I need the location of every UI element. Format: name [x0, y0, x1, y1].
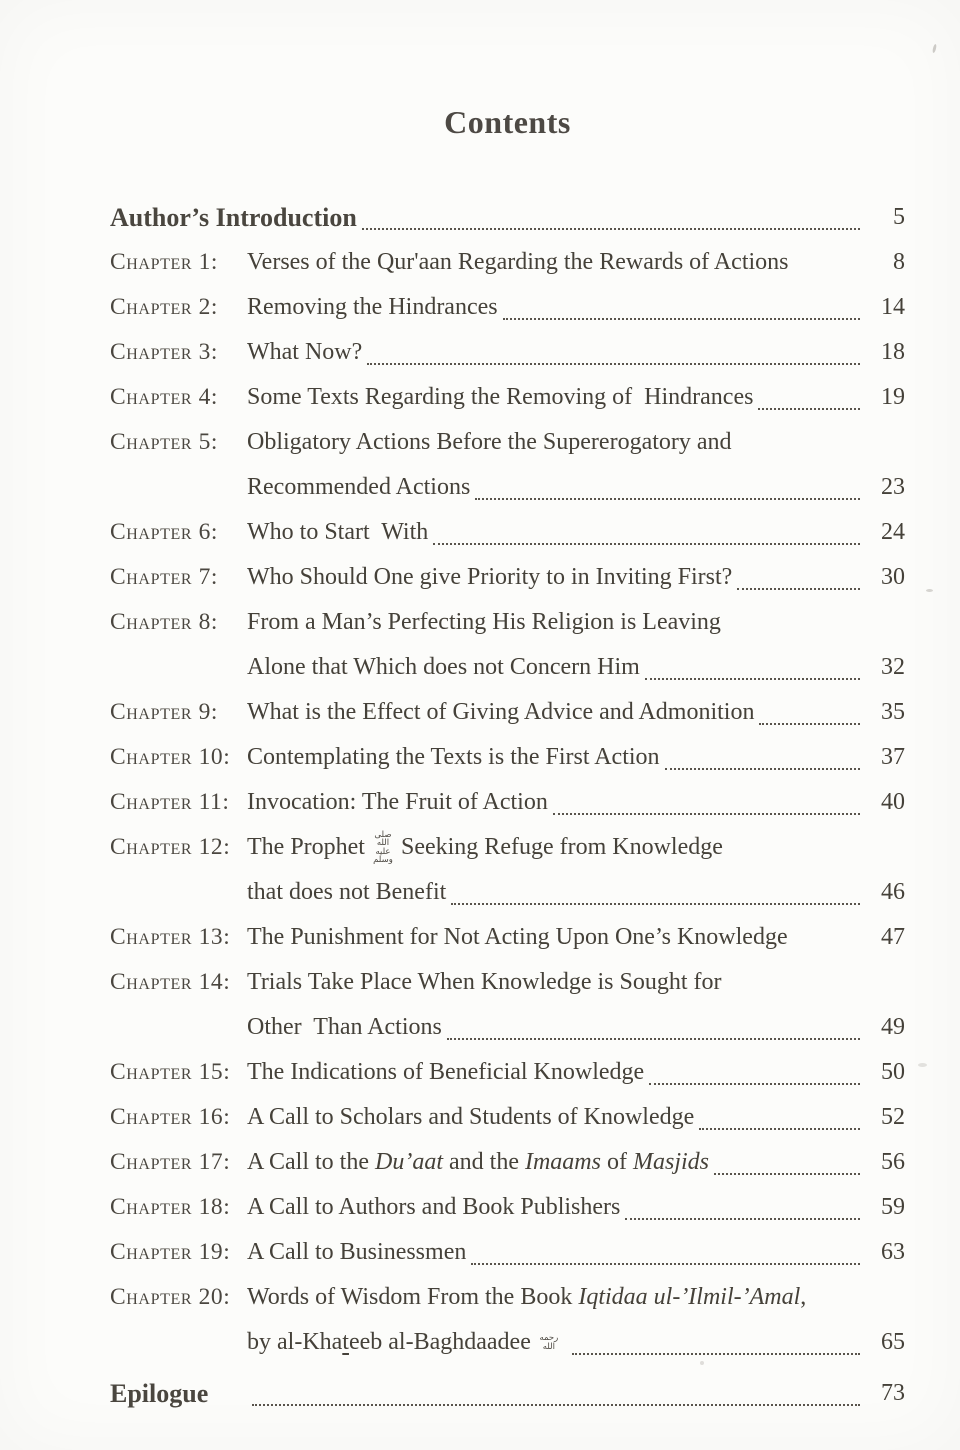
toc-entry: [110, 1050, 905, 1095]
toc-entry: [110, 1230, 905, 1275]
page-number: 46: [881, 879, 905, 905]
toc-entry-line: [247, 600, 905, 645]
toc-entry-line: [247, 825, 905, 870]
toc-entry-label: Chapter 3:: [110, 339, 219, 365]
page-number: 52: [881, 1104, 905, 1130]
toc-entry-line: [247, 375, 905, 420]
toc-entry-label: Chapter 13:: [110, 924, 231, 950]
toc-entry: [110, 330, 905, 375]
dot-leader: [737, 588, 860, 590]
toc-entry-label: Chapter 7:: [110, 564, 219, 590]
page-number: 5: [893, 204, 905, 230]
toc-entry-label: Chapter 15:: [110, 1059, 231, 1085]
toc-title-text: Some Texts Regarding the Removing of Hindrances: [247, 384, 754, 410]
dot-leader: [699, 1128, 860, 1130]
toc-entry: [110, 420, 905, 510]
toc-entry-line: [247, 645, 905, 690]
toc-title-text: Verses of the Qur'aan Regarding the Rewards of Actions: [247, 249, 789, 275]
toc-entry: [110, 960, 905, 1050]
toc-title-text: and the: [443, 1149, 525, 1175]
page-number: 18: [881, 339, 905, 365]
page-number: 56: [881, 1149, 905, 1175]
toc-entry-content: [247, 825, 905, 915]
toc-entry-label: Epilogue: [110, 1379, 209, 1408]
toc-entry: [110, 555, 905, 600]
toc-entry-label: Chapter 17:: [110, 1149, 231, 1175]
page-number: 65: [881, 1329, 905, 1355]
toc-title-text: Other Than Actions: [247, 1014, 442, 1040]
toc-title-text: Contemplating the Texts is the First Action: [247, 744, 660, 770]
dot-leader: [758, 408, 860, 410]
toc-title-text: Imaams: [524, 1149, 601, 1175]
page-number: 47: [881, 924, 905, 950]
toc-entry: [110, 1275, 905, 1365]
toc-entry-content: [247, 690, 905, 735]
page-title: Contents: [444, 104, 571, 140]
toc-entry: [110, 375, 905, 420]
dot-leader: [625, 1218, 860, 1220]
page-number: 63: [881, 1239, 905, 1265]
toc-entry-content: [247, 1185, 905, 1230]
toc-entry-line: [357, 195, 905, 240]
toc-entry-label: Chapter 18:: [110, 1194, 231, 1220]
toc-entry-label: Author’s Introduction: [110, 203, 357, 232]
toc-entry-label: Chapter 16:: [110, 1104, 231, 1130]
page-number: 14: [881, 294, 905, 320]
page-number: 37: [881, 744, 905, 770]
toc-entry-line: [247, 240, 905, 285]
toc-entry-line: [247, 1230, 905, 1275]
dot-leader: [451, 903, 860, 905]
toc-title-text: The Prophet: [247, 834, 365, 860]
toc-entry-line: [247, 1275, 905, 1320]
toc-entry-line: [247, 780, 905, 825]
toc-entry-line: [247, 1185, 905, 1230]
scan-speck: [918, 1063, 927, 1067]
honorific-calligraphy-icon: صلى الله عليه وسلم: [373, 829, 393, 865]
toc-title-text: Masjids: [632, 1149, 709, 1175]
toc-entry-content: [247, 1371, 905, 1416]
toc-title-text: A Call to the: [247, 1149, 375, 1175]
toc-entry-label: Chapter 10:: [110, 744, 231, 770]
toc-title-text: Removing the Hindrances: [247, 294, 498, 320]
scan-speck: [700, 1361, 704, 1365]
toc-title-text: Du’aat: [375, 1149, 443, 1175]
toc-entry-line: [247, 735, 905, 780]
toc-entry-content: [247, 510, 905, 555]
page-number: 23: [881, 474, 905, 500]
toc-entry-content: [247, 375, 905, 420]
dot-leader: [433, 543, 860, 545]
toc-entry-line: [247, 555, 905, 600]
toc-entry-label: Chapter 9:: [110, 699, 219, 725]
toc-entry-line: [247, 510, 905, 555]
toc-entry-label: Chapter 12:: [110, 834, 231, 860]
toc-entry: [110, 1185, 905, 1230]
toc-entry: [110, 825, 905, 915]
toc-entry-line: [247, 285, 905, 330]
toc-entry-content: [247, 240, 905, 285]
toc-entry-content: [247, 780, 905, 825]
toc-entry-line: [247, 960, 905, 1005]
toc-title-text: Words of Wisdom From the Book: [247, 1284, 579, 1310]
dot-leader: [252, 1404, 860, 1406]
toc-entry-label: Chapter 11:: [110, 789, 230, 815]
toc-entry-content: [247, 555, 905, 600]
toc-title-text: that does not Benefit: [247, 879, 447, 905]
toc-entry: [110, 690, 905, 735]
dot-leader: [553, 813, 860, 815]
table-of-contents: [110, 195, 905, 1416]
toc-title-text: A Call to Scholars and Students of Knowledge: [247, 1104, 695, 1130]
toc-entry-line: [247, 420, 905, 465]
toc-entry-line: [247, 330, 905, 375]
toc-entry-line: [247, 1140, 905, 1185]
toc-entry-content: [247, 1275, 905, 1365]
scan-speck: [926, 589, 933, 592]
toc-entry: [110, 240, 905, 285]
page-number: 32: [881, 654, 905, 680]
dot-leader: [503, 318, 860, 320]
toc-entry-content: [247, 1095, 905, 1140]
toc-entry-line: [247, 1005, 905, 1050]
toc-title-text: Recommended Actions: [247, 474, 471, 500]
dot-leader: [471, 1263, 860, 1265]
scan-speck: [932, 44, 937, 53]
dot-leader: [759, 723, 860, 725]
toc-entry: [110, 1371, 905, 1416]
toc-entry: [110, 1140, 905, 1185]
toc-entry-label: Chapter 6:: [110, 519, 219, 545]
toc-title-text: From a Man’s Perfecting His Religion is Leaving: [247, 609, 721, 635]
toc-entry-content: [247, 915, 905, 960]
toc-entry-content: [357, 195, 905, 240]
page-number: 73: [881, 1380, 905, 1406]
toc-entry: [110, 915, 905, 960]
page-number: 40: [881, 789, 905, 815]
toc-entry-content: [247, 285, 905, 330]
toc-title-text: A Call to Businessmen: [247, 1239, 467, 1265]
toc-entry-line: [247, 465, 905, 510]
toc-title-text: Who to Start With: [247, 519, 429, 545]
toc-title-text: eeb al-Baghdaadee: [348, 1329, 531, 1355]
toc-title-text: Who Should One give Priority to in Inviting First?: [247, 564, 733, 590]
toc-entry-line: [247, 1095, 905, 1140]
page-number: 50: [881, 1059, 905, 1085]
toc-entry-content: [247, 420, 905, 510]
toc-entry-label: Chapter 1:: [110, 249, 219, 275]
toc-entry-label: Chapter 2:: [110, 294, 219, 320]
page-number: 35: [881, 699, 905, 725]
toc-title-text: t: [342, 1329, 349, 1355]
dot-leader: [447, 1038, 860, 1040]
toc-entry: [110, 1095, 905, 1140]
toc-entry-content: [247, 600, 905, 690]
dot-leader: [367, 363, 860, 365]
toc-entry-label: Chapter 4:: [110, 384, 219, 410]
toc-entry: [110, 735, 905, 780]
toc-entry-label: Chapter 14:: [110, 969, 231, 995]
toc-title-text: The Punishment for Not Acting Upon One’s Knowledge: [247, 924, 788, 950]
toc-entry-content: [247, 960, 905, 1050]
toc-entry-content: [247, 735, 905, 780]
toc-title-text: of: [600, 1149, 633, 1175]
honorific-calligraphy-icon: رحمه الله: [539, 1333, 559, 1352]
toc-entry-line: [247, 870, 905, 915]
dot-leader: [645, 678, 860, 680]
dot-leader: [572, 1353, 860, 1355]
toc-title-text: The Indications of Beneficial Knowledge: [247, 1059, 645, 1085]
toc-entry-content: [247, 330, 905, 375]
toc-title-text: What is the Effect of Giving Advice and Admonition: [247, 699, 755, 725]
toc-entry-line: [247, 1371, 905, 1416]
toc-title-text: Iqtidaa ul-’Ilmil-’Amal: [578, 1284, 801, 1310]
toc-entry-label: Chapter 8:: [110, 609, 219, 635]
page-number: 8: [893, 249, 905, 275]
toc-title-text: What Now?: [247, 339, 363, 365]
toc-entry-content: [247, 1230, 905, 1275]
toc-entry-line: [247, 915, 905, 960]
page-number: 30: [881, 564, 905, 590]
page-number: 19: [881, 384, 905, 410]
toc-title-text: Obligatory Actions Before the Supererogatory and: [247, 429, 732, 455]
toc-title-text: by al-Kha: [247, 1329, 343, 1355]
toc-entry: [110, 510, 905, 555]
toc-entry-label: Chapter 5:: [110, 429, 219, 455]
dot-leader: [362, 228, 860, 230]
dot-leader: [714, 1173, 860, 1175]
toc-title-text: A Call to Authors and Book Publishers: [247, 1194, 621, 1220]
toc-title-text: Alone that Which does not Concern Him: [247, 654, 640, 680]
toc-entry: [110, 195, 905, 240]
toc-entry-label: Chapter 20:: [110, 1284, 231, 1310]
toc-entry-label: Chapter 19:: [110, 1239, 231, 1265]
toc-title-text: Trials Take Place When Knowledge is Sought for: [247, 969, 722, 995]
toc-title-text: ,: [800, 1284, 807, 1310]
toc-entry: [110, 600, 905, 690]
dot-leader: [665, 768, 860, 770]
page-number: 24: [881, 519, 905, 545]
toc-entry-content: [247, 1140, 905, 1185]
dot-leader: [649, 1083, 860, 1085]
toc-entry: [110, 285, 905, 330]
page-number: 49: [881, 1014, 905, 1040]
toc-title-text: Seeking Refuge from Knowledge: [400, 834, 723, 860]
toc-entry-line: [247, 690, 905, 735]
page-number: 59: [881, 1194, 905, 1220]
toc-entry-line: [247, 1050, 905, 1095]
toc-entry: [110, 780, 905, 825]
dot-leader: [475, 498, 860, 500]
toc-title-text: Invocation: The Fruit of Action: [247, 789, 548, 815]
toc-entry-content: [247, 1050, 905, 1095]
toc-entry-line: [247, 1320, 905, 1365]
